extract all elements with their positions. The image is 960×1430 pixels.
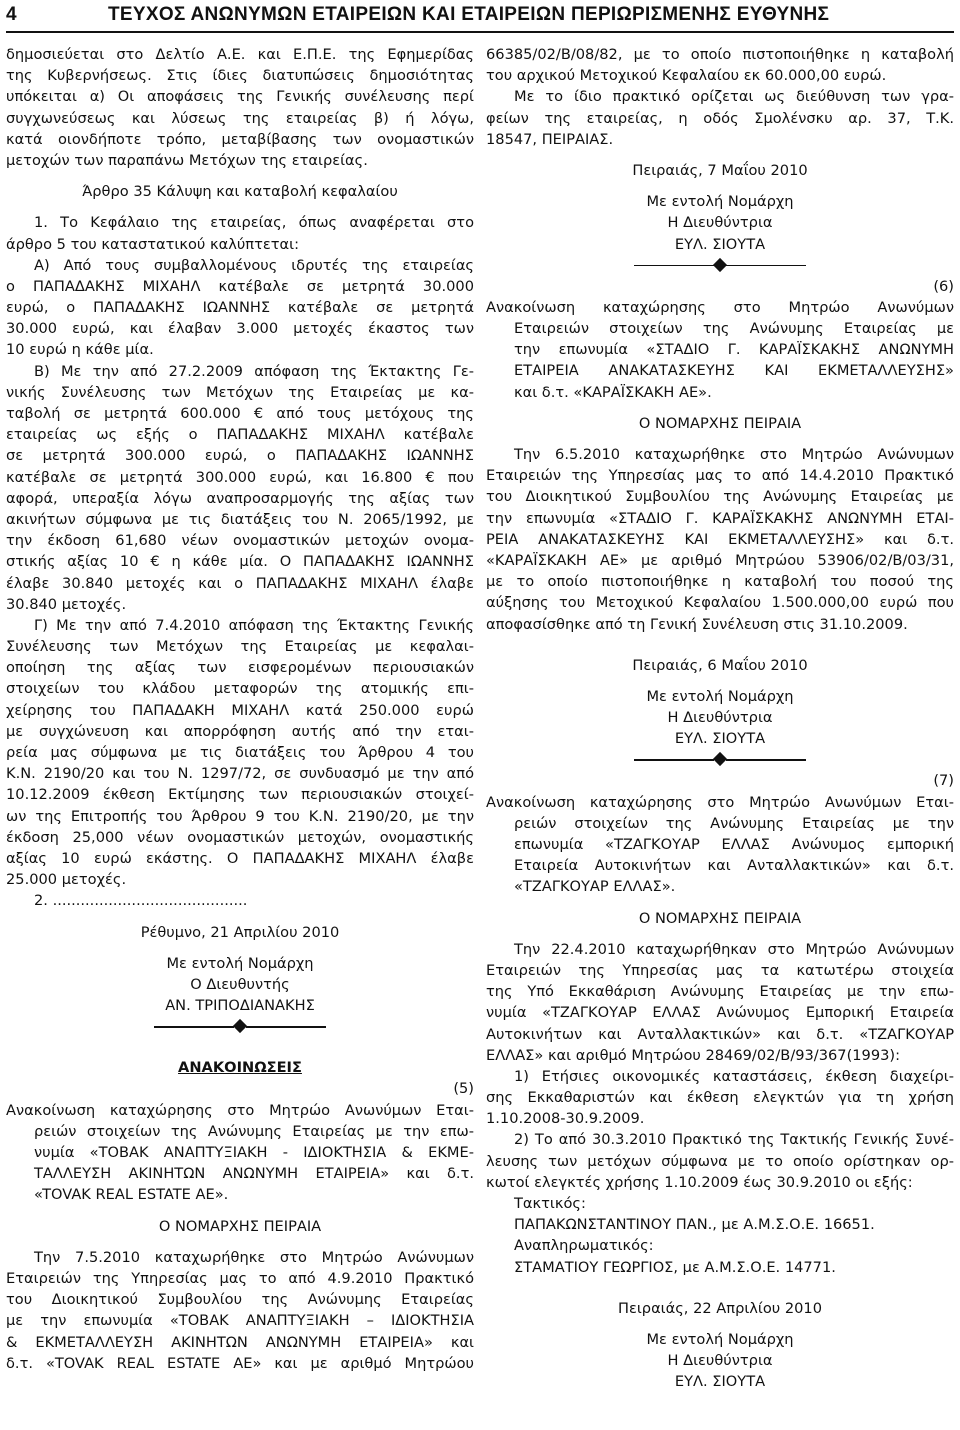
signature-place-date: Πειραιάς, 22 Απριλίου 2010 bbox=[618, 1299, 822, 1317]
text-line: λευσης των μετόχων σύμφωνα με το οποίο ορίστηκαν ορ- bbox=[486, 1152, 954, 1170]
text-line: νυμία «ΤΖΑΓΚΟΥΑΡ ΕΛΛΑΣ Ανώνυμος Εμπορική Εταιρεία bbox=[486, 1004, 954, 1022]
article-heading: Άρθρο 35 Κάλυψη και καταβολή κεφαλαίου bbox=[82, 183, 398, 201]
text-line: 18547, ΠΕΙΡΑΙΑΣ. bbox=[486, 130, 614, 148]
text-line: «ΤΖΑΓΚΟΥΑΡ ΕΛΛΑΣ». bbox=[514, 878, 676, 896]
text-line: αξίας 10 ευρώ εκάστης. Ο ΠΑΠΑΔΑΚΗΣ ΜΙΧΑΗΛ έλαβε bbox=[6, 849, 474, 867]
text-line: Β) Με την από 27.2.2009 απόφαση της Έκτακτης Γε- bbox=[34, 362, 474, 380]
text-line: Συνέλευσης των Μετόχων της Εταιρείας με κεφαλαι- bbox=[6, 638, 474, 656]
text-line: ων της Επιτροπής του Άρθρου 9 του Κ.Ν. 2190/20, με την bbox=[6, 807, 474, 825]
text-line: επωνυμία «ΤΖΑΓΚΟΥΑΡ ΕΛΛΑΣ Ανώνυμος εμπορική bbox=[514, 836, 954, 853]
signature-place-date: Ρέθυμνο, 21 Απριλίου 2010 bbox=[140, 923, 340, 941]
signature-block bbox=[486, 655, 954, 750]
issuing-authority: Ο ΝΟΜΑΡΧΗΣ ΠΕΙΡΑΙΑ bbox=[638, 909, 802, 927]
text-line: δ.τ. «TOVAK REAL ESTATE AE» και με αριθμό Μητρώου bbox=[6, 1354, 474, 1372]
gazette-title: ΤΕΥΧΟΣ ΑΝΩΝΥΜΩΝ ΕΤΑΙΡΕΙΩΝ ΚΑΙ ΕΤΑΙΡΕΙΩΝ ΠΕΡΙΩΡΙΣΜΕΝΗΣ ΕΥΘΥΝΗΣ bbox=[108, 4, 830, 25]
issuing-authority: Ο ΝΟΜΑΡΧΗΣ ΠΕΙΡΑΙΑ bbox=[158, 1217, 322, 1235]
right-column bbox=[486, 44, 954, 1393]
text-line: έλαβε 30.840 μετοχές και ο ΠΑΠΑΔΑΚΗΣ ΜΙΧΑΗΛ έλαβε bbox=[6, 574, 474, 592]
auditor-name: ΠΑΠΑΚΩΝΣΤΑΝΤΙΝΟΥ ΠΑΝ., με Α.Μ.Σ.Ο.Ε. 16651. bbox=[514, 1216, 875, 1234]
text-line: & ΕΚΜΕΤΑΛΛΕΥΣΗ ΑΚΙΝΗΤΩΝ ΑΝΩΝΥΜΗ ΕΤΑΙΡΕΙΑ» και bbox=[6, 1333, 474, 1351]
text-line: 1) Ετήσιες οικονομικές καταστάσεις, έκθεση διαχείρι- bbox=[514, 1067, 954, 1085]
text-line: Ανακοίνωση καταχώρησης στο Μητρώο Ανωνύμων Εται- bbox=[6, 1101, 474, 1119]
article-body bbox=[6, 212, 474, 890]
auditor-label: Τακτικός: bbox=[514, 1195, 586, 1212]
notice-number: (7) bbox=[933, 772, 954, 790]
signature-line: Με εντολή Νομάρχη bbox=[646, 687, 794, 705]
text-line: στοιχείων του κλάδου μεταφορών της ατομικής επι- bbox=[6, 680, 474, 698]
signature-line: Η Διευθύντρια bbox=[667, 709, 773, 727]
signature-line: Η Διευθύντρια bbox=[667, 214, 773, 232]
text-line: με την επωνυμία «ΤΟΒΑΚ ΑΝΑΠΤΥΞΙΑΚΗ – ΙΔΙΟΚΤΗΣΙΑ bbox=[6, 1312, 474, 1330]
left-column bbox=[6, 44, 474, 1374]
text-line: ρειών στοιχείων της Ανώνυμης Εταιρείας με την επω- bbox=[34, 1122, 474, 1140]
text-line: της Υπό Εκκαθάριση Ανώνυμης Εταιρείας με την επω- bbox=[486, 983, 954, 1001]
text-line: σε μετρητά 300.000 ευρώ, ο ΠΑΠΑΔΑΚΗΣ ΙΩΑΝΝΗΣ bbox=[6, 447, 474, 465]
section-title: ΑΝΑΚΟΙΝΩΣΕΙΣ bbox=[178, 1059, 302, 1077]
signature-line: Ο Διευθυντής bbox=[190, 975, 290, 993]
text-line: κατά οιονδήποτε τρόπο, μεταβίβασης των ονομαστικών bbox=[6, 130, 474, 148]
text-line: νικής Συνέλευσης των Μετόχων της Εταιρείας με κα- bbox=[6, 383, 474, 401]
signature-line: Με εντολή Νομάρχη bbox=[166, 954, 314, 972]
signature-name: ΕΥΛ. ΣΙΟΥΤΑ bbox=[674, 1373, 766, 1391]
text-line: την επωνυμία «ΣΤΑΔΙΟ Γ. ΚΑΡΑΪΣΚΑΚΗΣ ΑΝΩΝΥΜΗ ΕΤΑΙ- bbox=[486, 509, 954, 527]
text-line: ρεία μας σύμφωνα με τις διατάξεις του Άρθρου 4 του bbox=[6, 744, 474, 761]
text-line: 2) Το από 30.3.2010 Πρακτικό της Τακτικής Γενικής Συνέ- bbox=[514, 1131, 954, 1149]
text-line: σης Εκκαθαριστών και έκθεση ελεγκτών για τη χρήση bbox=[486, 1089, 954, 1107]
text-line: συγχωνεύσεως και λύσεως της εταιρείας β) ή λόγω, bbox=[6, 109, 474, 127]
text-line: Ανακοίνωση καταχώρησης στο Μητρώο Ανωνύμων bbox=[486, 298, 954, 316]
text-line: Εταιρειών της Υπηρεσίας μας το από 4.9.2010 Πρακτικό bbox=[6, 1269, 474, 1287]
text-line: 66385/02/Β/08/82, με το οποίο πιστοποιήθηκε η καταβολή bbox=[486, 46, 954, 63]
text-line: μετοχών των παραπάνω Μετόχων της εταιρείας. bbox=[6, 151, 368, 169]
ornament-divider bbox=[486, 255, 954, 276]
text-line: 1. Το Κεφάλαιο της εταιρείας, όπως αναφέρεται στο bbox=[34, 214, 474, 232]
ornament-divider bbox=[486, 749, 954, 770]
text-line: Εταιρειών στοιχείων της Ανώνυμης Εταιρείας με bbox=[514, 320, 954, 338]
text-line: «ΚΑΡΑΪΣΚΑΚΗ ΑΕ» με αριθμό Μητρώου 53906/02/Β/03/31, bbox=[486, 551, 954, 569]
text-line: αφορά, υπεραξία λόγω αναπροσαρμογής της αξίας των bbox=[6, 489, 474, 507]
header-rule bbox=[6, 31, 954, 33]
text-line: της Κυβερνήσεως. Στις ίδιες διατυπώσεις δημοσιότητας bbox=[6, 67, 474, 85]
item-2-placeholder: 2. .......................................... bbox=[34, 892, 248, 910]
signature-place-date: Πειραιάς, 7 Μαΐου 2010 bbox=[632, 161, 808, 179]
notice-number: (6) bbox=[933, 277, 954, 295]
text-line: Αυτοκινήτων και Ανταλλακτικών» και δ.τ. «ΤΖΑΓΚΟΥΑΡ bbox=[486, 1025, 954, 1043]
text-line: Γ) Με την από 7.4.2010 απόφαση της Έκτακτης Γενικής bbox=[34, 616, 474, 634]
text-line: 30.840 μετοχές. bbox=[6, 595, 127, 613]
signature-block bbox=[486, 1298, 954, 1393]
page-number: 4 bbox=[6, 4, 17, 25]
text-line: Την 22.4.2010 καταχωρήθηκαν στο Μητρώο Ανώνυμων bbox=[514, 940, 954, 958]
text-line: χείρησης του ΠΑΠΑΔΑΚΗ ΜΙΧΑΗΛ κατά 250.000 ευρώ bbox=[6, 701, 474, 719]
text-line: 10 ευρώ η κάθε μία. bbox=[6, 341, 154, 359]
text-line: ταβολή σε μετρητά 600.000 € από τους μετόχους της bbox=[6, 405, 474, 422]
ornament-divider bbox=[6, 1016, 474, 1037]
text-line: οποίηση της αξίας των εισφερομένων περιουσιακών bbox=[6, 659, 474, 677]
text-line: «TOVAK REAL ESTATE AE». bbox=[34, 1186, 229, 1204]
text-line: κωτοί ελεγκτές χρήσης 1.10.2009 έως 30.9.2010 οι εξής: bbox=[486, 1173, 913, 1191]
continued-paragraph bbox=[486, 44, 954, 150]
signature-line: Με εντολή Νομάρχη bbox=[646, 193, 794, 211]
notice-body bbox=[486, 444, 954, 635]
text-line: Α) Από τους συμβαλλομένους ιδρυτές της εταιρείας bbox=[34, 256, 474, 274]
signature-block bbox=[486, 160, 954, 255]
diamond-icon bbox=[713, 258, 727, 272]
text-line: ευρώ, ο ΠΑΠΑΔΑΚΗΣ ΙΩΑΝΝΗΣ κατέβαλε σε μετρητά bbox=[6, 299, 474, 317]
text-line: με το οποίο πιστοποιήθηκε η καταβολή του ποσού της bbox=[486, 573, 954, 591]
text-line: νυμία «ΤΟΒΑΚ ΑΝΑΠΤΥΞΙΑΚΗ - ΙΔΙΟΚΤΗΣΙΑ & ΕΚΜΕ- bbox=[34, 1144, 474, 1161]
text-line: 30.000 ευρώ, και έλαβαν 3.000 μετοχές έκαστος των bbox=[6, 320, 474, 338]
signature-line: Η Διευθύντρια bbox=[667, 1352, 773, 1370]
text-line: Με το ίδιο πρακτικό ορίζεται ως διεύθυνση των γρα- bbox=[514, 88, 954, 106]
notice-body bbox=[6, 1247, 474, 1374]
text-line: Εταιρειών της Υπηρεσίας μας τα κατωτέρω στοιχεία bbox=[486, 961, 954, 979]
text-line: και δ.τ. «ΚΑΡΑΪΣΚΑΚΗ ΑΕ». bbox=[514, 383, 712, 401]
signature-place-date: Πειραιάς, 6 Μαΐου 2010 bbox=[632, 656, 808, 674]
notice-body bbox=[486, 939, 954, 1278]
text-line: αποφασίσθηκε από τη Γενική Συνέλευση στις 31.10.2009. bbox=[486, 615, 908, 633]
text-line: Την 7.5.2010 καταχωρήθηκε στο Μητρώο Ανώνυμων bbox=[34, 1248, 474, 1266]
diamond-icon bbox=[233, 1019, 247, 1033]
text-line: Εταιρεία Αυτοκινήτων και Ανταλλακτικών» και δ.τ. bbox=[514, 857, 954, 875]
text-line: φείων της εταιρείας, η οδός Σμολένσκυ αρ. 37, Τ.Κ. bbox=[486, 109, 954, 127]
signature-block bbox=[6, 922, 474, 1017]
text-line: δημοσιεύεται στο Δελτίο Α.Ε. και Ε.Π.Ε. της Εφημερίδας bbox=[6, 46, 474, 63]
notice-number: (5) bbox=[453, 1080, 474, 1098]
text-line: Εταιρειών της Υπηρεσίας μας το από 14.4.2010 Πρακτικό bbox=[486, 467, 954, 485]
text-line: έκδοση 25,000 νέων ονομαστικών μετοχών, ονομαστικής bbox=[6, 828, 474, 846]
issuing-authority: Ο ΝΟΜΑΡΧΗΣ ΠΕΙΡΑΙΑ bbox=[638, 414, 802, 432]
diamond-icon bbox=[713, 752, 727, 766]
text-line: ΕΤΑΙΡΕΙΑ ΑΝΑΚΑΤΑΣΚΕΥΗΣ ΚΑΙ ΕΚΜΕΤΑΛΛΕΥΣΗΣ» bbox=[514, 362, 954, 380]
text-line: ΕΛΛΑΣ» και αριθμό Μητρώου 28469/02/Β/93/367(1993): bbox=[486, 1046, 901, 1064]
text-line: κατέβαλε σε μετρητά 300.000 ευρώ, και 16.800 € που bbox=[6, 468, 474, 486]
notice-intro bbox=[486, 297, 954, 403]
text-line: άρθρο 5 του καταστατικού καλύπτεται: bbox=[6, 235, 300, 253]
text-line: υπόκειται α) Οι αποφάσεις της Γενικής συνέλευσης περί bbox=[6, 88, 474, 106]
auditor-name: ΣΤΑΜΑΤΙΟΥ ΓΕΩΡΓΙΟΣ, με Α.Μ.Σ.Ο.Ε. 14771. bbox=[514, 1258, 836, 1276]
notice-intro bbox=[486, 792, 954, 898]
notice-intro bbox=[6, 1100, 474, 1206]
text-line: ΤΑΛΛΕΥΣΗ ΑΚΙΝΗΤΩΝ ΑΝΩΝΥΜΗ ΕΤΑΙΡΕΙΑ» και δ.τ. bbox=[34, 1165, 474, 1183]
text-line: ΡΕΙΑ ΑΝΑΚΑΤΑΣΚΕΥΗΣ ΚΑΙ ΕΚΜΕΤΑΛΛΕΥΣΗΣ» και δ.τ. bbox=[486, 530, 954, 548]
signature-line: Με εντολή Νομάρχη bbox=[646, 1330, 794, 1348]
text-line: αύξησης του Μετοχικού Κεφαλαίου 1.500.000,00 ευρώ που bbox=[486, 594, 954, 612]
text-line: ακινήτων σύμφωνα με τις διατάξεις του Ν. 2065/1992, με bbox=[6, 510, 474, 528]
text-line: Κ.Ν. 2190/20 και του Ν. 1297/72, σε συνδυασμό με την από bbox=[6, 765, 474, 783]
text-line: 25.000 μετοχές. bbox=[6, 871, 127, 889]
text-line: 1.10.2008-30.9.2009. bbox=[486, 1110, 645, 1128]
text-line: την έκδοση 61,680 νέων ονομαστικών μετοχών ονομα- bbox=[6, 532, 474, 550]
continued-paragraph bbox=[6, 44, 474, 171]
text-line: στικής αξίας 10 € η κάθε μία. Ο ΠΑΠΑΔΑΚΗΣ ΙΩΑΝΝΗΣ bbox=[6, 553, 474, 571]
text-line: του Διοικητικού Συμβουλίου της Ανώνυμης Εταιρείας bbox=[6, 1291, 474, 1309]
text-line: του αρχικού Μετοχικού Κεφαλαίου εκ 60.000,00 ευρώ. bbox=[486, 67, 887, 85]
signature-name: ΕΥΛ. ΣΙΟΥΤΑ bbox=[674, 730, 766, 748]
text-line: ρειών στοιχείων της Ανώνυμης Εταιρείας με την bbox=[514, 814, 954, 832]
text-line: εταιρείας ως εξής ο ΠΑΠΑΔΑΚΗΣ ΜΙΧΑΗΛ κατέβαλε bbox=[6, 426, 474, 444]
auditor-label: Αναπληρωματικός: bbox=[514, 1237, 654, 1255]
signature-name: ΑΝ. ΤΡΙΠΟΔΙΑΝΑΚΗΣ bbox=[165, 997, 315, 1015]
text-line: του Διοικητικού Συμβουλίου της Ανώνυμης Εταιρείας με bbox=[486, 488, 954, 506]
signature-name: ΕΥΛ. ΣΙΟΥΤΑ bbox=[674, 235, 766, 253]
text-line: με συγχώνευση και απορρόφηση αυτής από την εται- bbox=[6, 722, 474, 740]
text-line: ο ΠΑΠΑΔΑΚΗΣ ΜΙΧΑΗΛ κατέβαλε σε μετρητά 30.000 bbox=[6, 277, 474, 295]
text-line: Την 6.5.2010 καταχωρήθηκε στο Μητρώο Ανώνυμων bbox=[514, 446, 954, 463]
text-line: Ανακοίνωση καταχώρησης στο Μητρώο Ανωνύμων Εται- bbox=[486, 793, 954, 811]
text-line: 10.12.2009 έκθεση Εκτίμησης των περιουσιακών στοιχεί- bbox=[6, 786, 474, 804]
text-line: την επωνυμία «ΣΤΑΔΙΟ Γ. ΚΑΡΑΪΣΚΑΚΗΣ ΑΝΩΝΥΜΗ bbox=[514, 341, 954, 359]
